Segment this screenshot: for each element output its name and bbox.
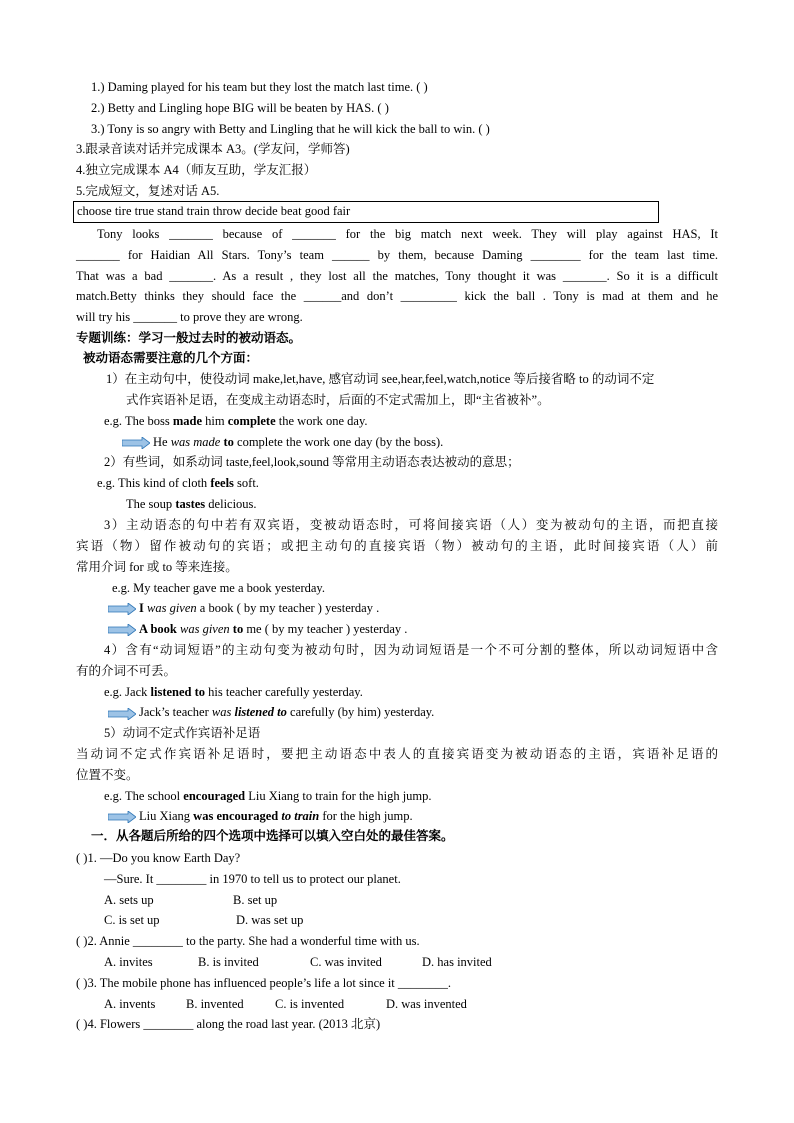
q2-option-a: A. invites <box>104 955 153 969</box>
example3-passive-2: A book was given to me ( by my teacher ) yesterday . <box>139 622 408 636</box>
intro-question-1: 1.) Daming played for his team but they lost the match last time. ( ) <box>91 80 428 94</box>
notes-title: 被动语态需要注意的几个方面： <box>83 351 259 365</box>
topic-title: 专题训练：学习一般过去时的被动语态。 <box>76 331 302 345</box>
rule3-line-3: 常用介词 for 或 to 等来连接。 <box>76 560 238 574</box>
q3-option-c: C. is invented <box>275 997 345 1011</box>
rule1-line-2: 式作宾语补足语，在变成主动语态时，后面的不定式需加上，即“主省被补”。 <box>126 393 550 407</box>
example5-passive: Liu Xiang was encouraged to train for the high jump. <box>139 809 413 823</box>
rule5-title: 5）动词不定式作宾语补足语 <box>104 726 261 740</box>
example3-passive-1: I was given a book ( by my teacher ) yesterday . <box>139 601 380 615</box>
q1-option-c: C. is set up <box>104 913 160 927</box>
q3-option-a: A. invents <box>104 997 156 1011</box>
q1-option-a: A. sets up <box>104 893 154 907</box>
rule5-line-2: 位置不变。 <box>76 768 139 782</box>
step-3: 3.跟录音读对话并完成课本 A3。(学友问，学师答) <box>76 142 350 156</box>
rule1-line-1: 1）在主动句中，使役动词 make,let,have, 感官动词 see,hear,feel,watch,notice 等后接省略 to 的动词不定 <box>106 372 655 386</box>
passage-line-4: match.Betty thinks they should face the ______and don’t _________ kick the ball . Tony is mad at them and he <box>76 289 718 303</box>
rule3-line-1: 3）主动语态的句中若有双宾语，变被动语态时，可将间接宾语（人）变为被动句的主语，而把直接 <box>104 518 718 532</box>
rule5-line-1: 当动词不定式作宾语补足语时，要把主动语态中表人的直接宾语变为被动语态的主语，宾语补足语的 <box>76 747 718 761</box>
q1-option-d: D. was set up <box>236 913 304 927</box>
example2-line-1: e.g. This kind of cloth feels soft. <box>97 476 259 490</box>
q1-option-b: B. set up <box>233 893 278 907</box>
question-2: ( )2. Annie ________ to the party. She had a wonderful time with us. <box>76 934 420 948</box>
passage-line-2: _______ for Haidian All Stars. Tony’s team ______ by them, because Daming ________ for the team last time. <box>76 248 718 262</box>
arrow-icon <box>108 624 136 636</box>
example3-active: e.g. My teacher gave me a book yesterday. <box>112 581 325 595</box>
step-4: 4.独立完成课本 A4（师友互助，学友汇报） <box>76 163 317 177</box>
example5-active: e.g. The school encouraged Liu Xiang to train for the high jump. <box>104 789 432 803</box>
passage-line-5: will try his _______ to prove they are wrong. <box>76 310 303 324</box>
intro-question-2: 2.) Betty and Lingling hope BIG will be beaten by HAS. ( ) <box>91 101 389 115</box>
step-5: 5.完成短文，复述对话 A5. <box>76 184 220 198</box>
section-title: 一．从各题后所给的四个选项中选择可以填入空白处的最佳答案。 <box>91 829 454 843</box>
rule4-line-2: 有的介词不可丢。 <box>76 664 177 678</box>
word-box-text: choose tire true stand train throw decide beat good fair <box>77 204 351 218</box>
question-4: ( )4. Flowers ________ along the road last year. (2013 北京) <box>76 1017 381 1031</box>
q2-option-c: C. was invited <box>310 955 382 969</box>
q3-option-d: D. was invented <box>386 997 467 1011</box>
question-3: ( )3. The mobile phone has influenced people’s life a lot since it ________. <box>76 976 452 990</box>
arrow-icon <box>108 708 136 720</box>
q2-option-d: D. has invited <box>422 955 492 969</box>
example1-active: e.g. The boss made him complete the work one day. <box>104 414 368 428</box>
arrow-icon <box>108 603 136 615</box>
rule3-line-2: 宾语（物）留作被动句的宾语；或把主动句的直接宾语（物）被动句的主语，此时间接宾语（人）前 <box>76 539 718 553</box>
question-1-line-2: —Sure. It ________ in 1970 to tell us to protect our planet. <box>104 872 401 886</box>
example1-passive: He was made to complete the work one day (by the boss). <box>153 435 444 449</box>
example4-active: e.g. Jack listened to his teacher carefully yesterday. <box>104 685 363 699</box>
example2-line-2: The soup tastes delicious. <box>126 497 257 511</box>
arrow-icon <box>122 437 150 449</box>
q2-option-b: B. is invited <box>198 955 259 969</box>
arrow-icon <box>108 811 136 823</box>
rule4-line-1: 4）含有“动词短语”的主动句变为被动句时，因为动词短语是一个不可分割的整体，所以动词短语中含 <box>104 643 718 657</box>
passage-line-1: Tony looks _______ because of _______ for the big match next week. They will play against HAS, It <box>97 227 718 241</box>
rule2: 2）有些词，如系动词 taste,feel,look,sound 等常用主动语态表达被动的意思； <box>104 455 520 469</box>
passage-line-3: That was a bad _______. As a result , they lost all the matches, Tony thought it was _______. So it is a difficult <box>76 269 718 283</box>
question-1: ( )1. —Do you know Earth Day? <box>76 851 241 865</box>
q3-option-b: B. invented <box>186 997 244 1011</box>
intro-question-3: 3.) Tony is so angry with Betty and Lingling that he will kick the ball to win. ( ) <box>91 122 490 136</box>
example4-passive: Jack’s teacher was listened to carefully (by him) yesterday. <box>139 705 435 719</box>
